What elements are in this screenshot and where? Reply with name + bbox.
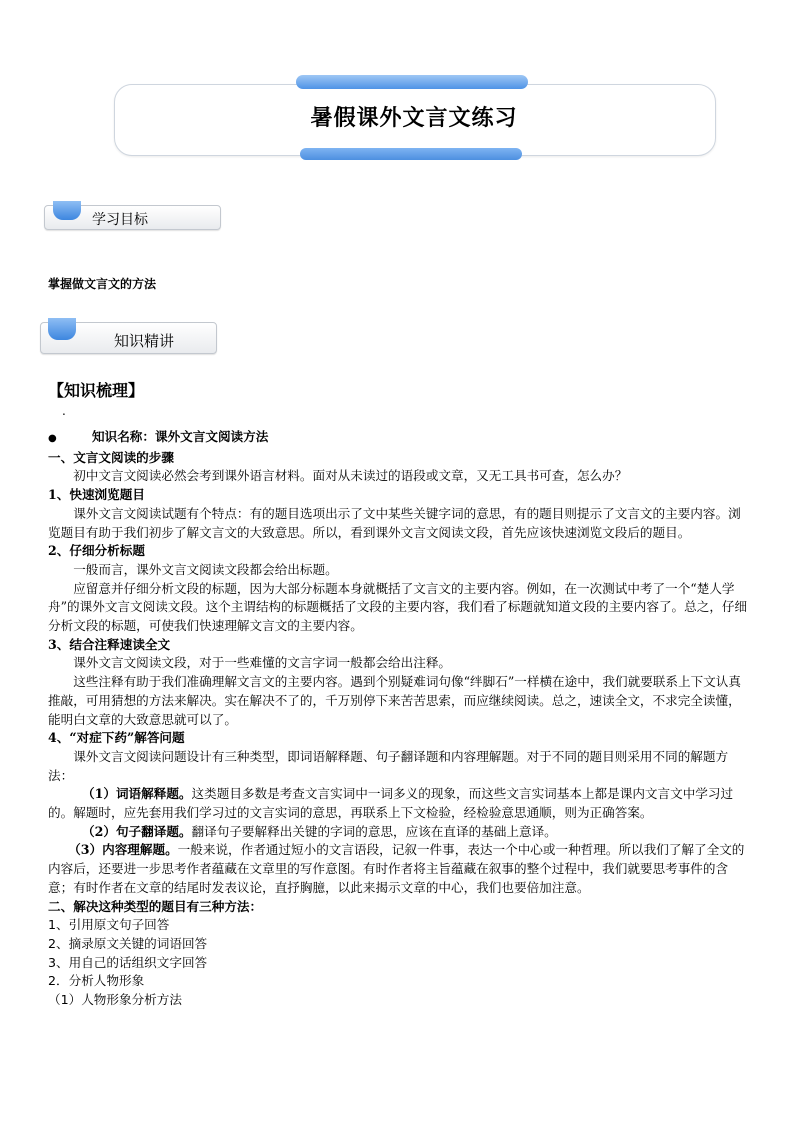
paragraph: 课外文言文阅读问题设计有三种类型，即词语解释题、句子翻译题和内容理解题。对于不同的题目则采用不同的解题方法： xyxy=(48,748,729,783)
heading-steps: 一、文言文阅读的步骤 xyxy=(48,449,174,465)
heading-methods: 二、解决这种类型的题目有三种方法： xyxy=(48,898,263,914)
paragraph: 这些注释有助于我们准确理解文言文的主要内容。遇到个别疑难词句像“绊脚石”一样横在途中，我们就要联系上下文认真推敲，可用猜想的方法来解决。实在解决不了的，千万别停下来苦苦思索，而应继续阅读。总之，速读全文，不求完全读懂，能明白文章的大致意思就可以了。 xyxy=(48,674,741,727)
title-decoration-bottom xyxy=(300,148,522,160)
knowledge-body xyxy=(48,428,748,1010)
bullet-icon: ● xyxy=(48,433,57,444)
paragraph: （3）内容理解题。一般来说，作者通过短小的文言语段，记叙一件事，表达一个中心或一种哲理。所以我们了解了全文的内容后，还要进一步思考作者蕴藏在文章里的写作意图。有时作者将主旨蕴藏在叙事的整个过程中，我们就要思考事件的含意；有时作者在文章的结尾时发表议论，直抒胸臆，以此来揭示文章的中心，我们也要倍加注意。 xyxy=(48,842,745,895)
section-tab-icon xyxy=(53,201,81,220)
subheading: 2、仔细分析标题 xyxy=(48,543,145,559)
section-knowledge-label: 知识精讲 xyxy=(114,332,175,350)
paragraph: （1）词语解释题。这类题目多数是考查文言实词中一词多义的现象，而这些文言实词基本上都是课内文言文中学习过的。解题时，应先套用我们学习过的文言实词的意思，再联系上下文检验，经检验意思通顺，则为正确答案。 xyxy=(48,786,734,821)
paragraph: 课外文言文阅读试题有个特点：有的题目选项出示了文中某些关键字词的意思，有的题目则提示了文言文的主要内容。浏览题目有助于我们初步了解文言文的大致意思。所以，看到课外文言文阅读文段，首先应该快速浏览文段后的题目。 xyxy=(48,505,741,540)
list-item: 2．分析人物形象 xyxy=(48,973,145,989)
goal-content: 掌握做文言文的方法 xyxy=(48,277,157,291)
bullet-line: ● 知识名称：课外文言文阅读方法 xyxy=(48,428,748,449)
paragraph: 应留意并仔细分析文段的标题，因为大部分标题本身就概括了文言文的主要内容。例如，在一次测试中考了一个“楚人学舟”的课外文言文阅读文段。这个主谓结构的标题概括了文段的主要内容，我们看了标题就知道文段的主要内容了。总之，仔细分析文段的标题，可使我们快速理解文言文的主要内容。 xyxy=(48,580,748,634)
paragraph: 课外文言文阅读文段，对于一些难懂的文言字词一般都会给出注释。 xyxy=(73,655,451,671)
list-item: 1、引用原文句子回答 xyxy=(48,917,170,933)
section-tab-icon xyxy=(48,318,76,340)
paragraph: 初中文言文阅读必然会考到课外语言材料。面对从未读过的语段或文章，又无工具书可查，怎么办？ xyxy=(73,468,628,484)
list-item: 2、摘录原文关键的词语回答 xyxy=(48,935,208,951)
subheading: 1、快速浏览题目 xyxy=(48,487,145,503)
paragraph: （2）句子翻译题。翻译句子要解释出关键的字词的意思，应该在直译的基础上意译。 xyxy=(82,823,557,839)
subheading: 4、“对症下药”解答问题 xyxy=(48,730,185,746)
section-goal-label: 学习目标 xyxy=(92,212,148,228)
title-decoration-top xyxy=(296,75,528,89)
subheading: 3、结合注释速读全文 xyxy=(48,636,171,652)
list-item: （1）人物形象分析方法 xyxy=(48,992,182,1008)
list-item: 3、用自己的话组织文字回答 xyxy=(48,954,208,970)
paragraph: 一般而言，课外文言文阅读文段都会给出标题。 xyxy=(73,561,338,577)
stray-dot: . xyxy=(62,404,66,418)
knowledge-heading: 【知识梳理】 xyxy=(48,381,145,400)
page-title: 暑假课外文言文练习 xyxy=(310,106,518,131)
